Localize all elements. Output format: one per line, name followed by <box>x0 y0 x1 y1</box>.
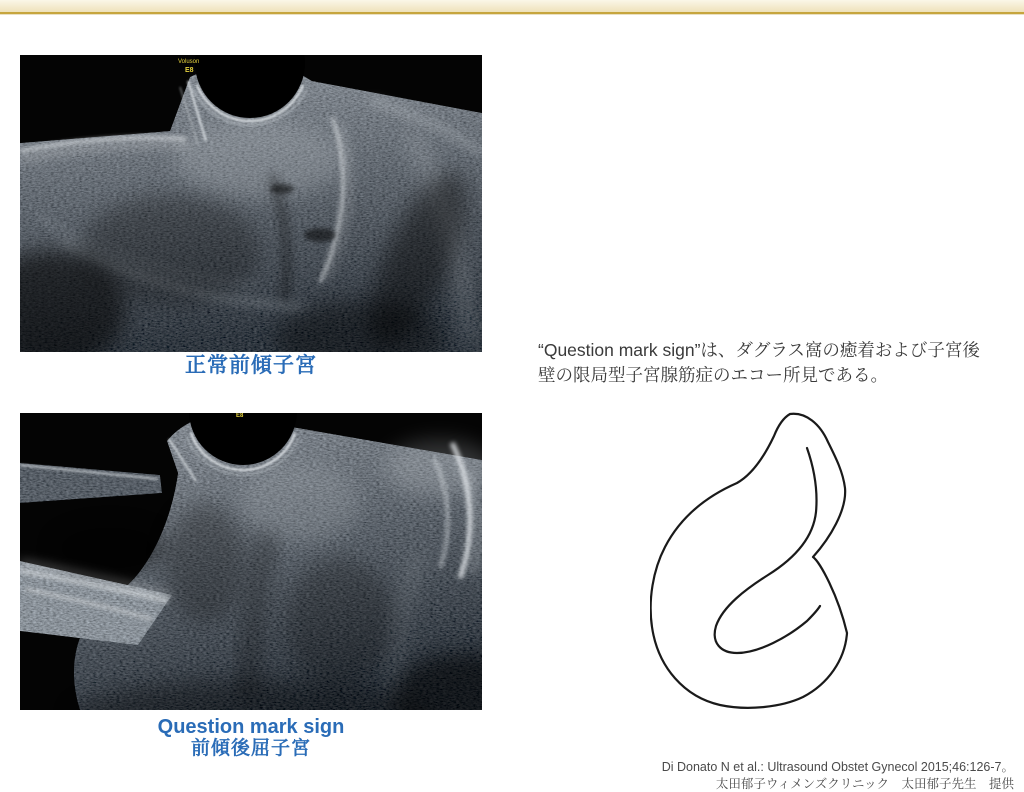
ultrasound-figure-qms <box>20 413 482 710</box>
top-accent-bar <box>0 0 1024 12</box>
uterus-outline-outer <box>651 414 847 708</box>
citation-line-2: 太田郁子ウィメンズクリニック 太田郁子先生 提供 <box>715 777 1014 791</box>
citation-line-1: Di Donato N et al.: Ultrasound Obstet Gynecol 2015;46:126-7。 <box>661 760 1014 774</box>
figure-caption-qms-line2: 前傾後屈子宮 <box>190 738 311 759</box>
ultrasound-image-qms <box>20 413 482 710</box>
ultrasound-image-normal <box>20 55 482 352</box>
machine-label-e8-clipped: E8 <box>236 413 244 419</box>
description-text <box>538 338 1024 388</box>
description-line-1: “Question mark sign”は、ダグラス窩の癒着および子宮後 <box>538 340 980 360</box>
description-line-2: 壁の限局型子宮腺筋症のエコー所見である。 <box>538 365 888 385</box>
citation <box>662 759 1014 792</box>
top-accent-line <box>0 12 1024 15</box>
machine-label-voluson: Voluson <box>178 59 200 65</box>
machine-label-e8: E8 <box>185 67 194 74</box>
figure-caption-qms-line1: Question mark sign <box>157 716 345 738</box>
uterus-outline-drawing <box>650 410 910 715</box>
ultrasound-figure-normal <box>20 55 482 352</box>
figure-caption-normal: 正常前傾子宮 <box>185 354 317 377</box>
